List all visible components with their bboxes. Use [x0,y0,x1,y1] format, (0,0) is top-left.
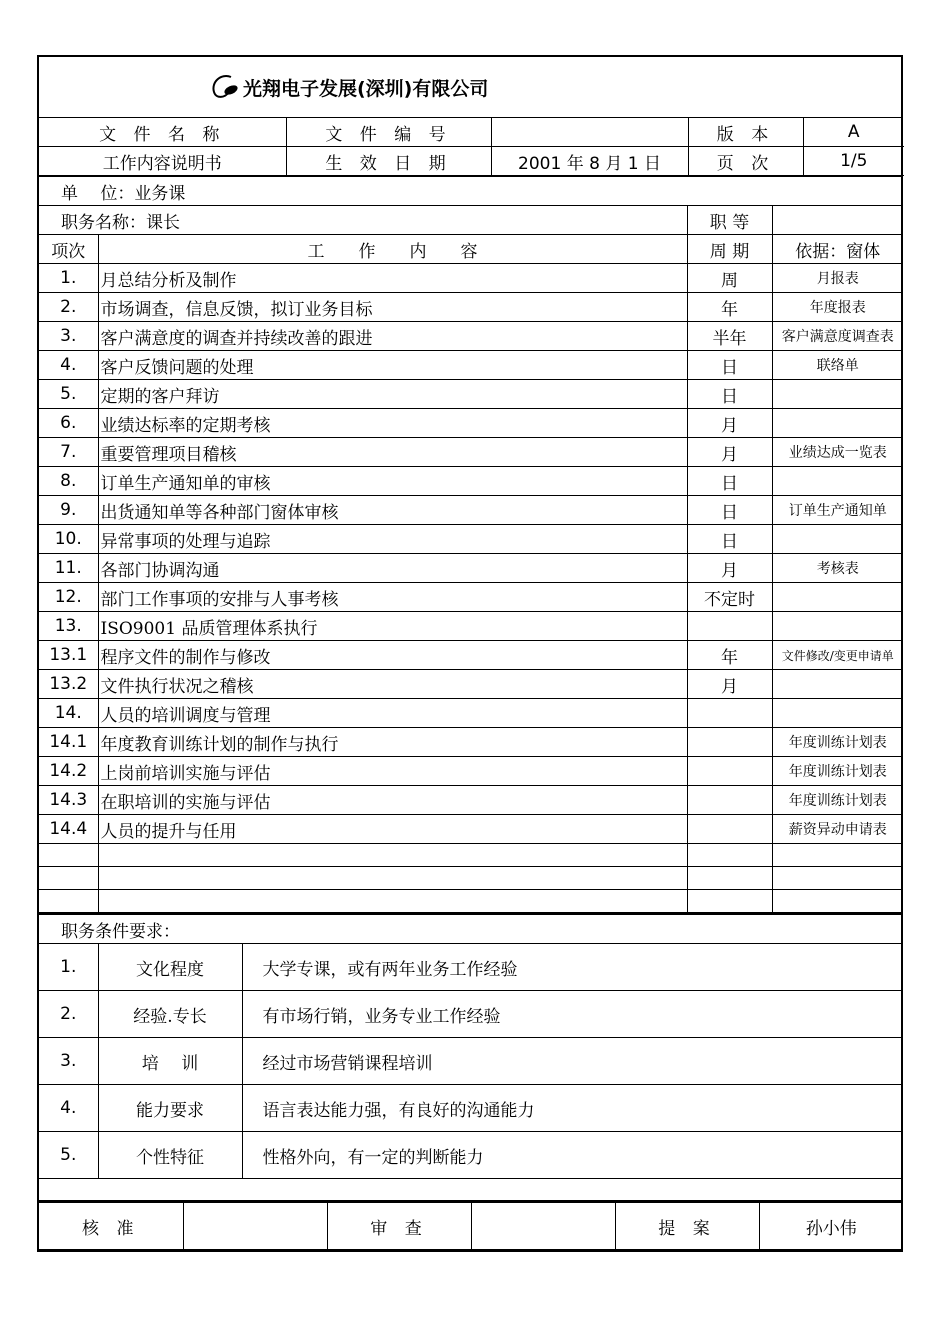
requirement-desc: 语言表达能力强，有良好的沟通能力 [242,1085,903,1132]
duty-basis: 月报表 [772,264,903,293]
duty-cycle: 日 [687,351,772,380]
duty-row [39,467,903,496]
file-no-value [491,118,688,147]
file-no-label: 文 件 编 号 [286,118,491,147]
document-frame [37,55,903,1252]
grade-label: 职 等 [687,206,772,235]
duty-content: 月总结分析及制作 [98,264,687,293]
duty-row [39,409,903,438]
duty-no: 1. [39,264,98,293]
duty-cycle: 日 [687,380,772,409]
doc-title: 工作内容说明书 [39,147,286,176]
duty-basis: 年度训练计划表 [772,786,903,815]
duty-no: 2. [39,293,98,322]
duty-content: 上岗前培训实施与评估 [98,757,687,786]
duty-cycle [687,786,772,815]
review-label: 审 查 [327,1202,471,1250]
duty-row [39,496,903,525]
duty-basis [772,525,903,554]
version-value: A [803,118,904,147]
page-value: 1/5 [803,147,904,176]
duty-content: 部门工作事项的安排与人事考核 [98,583,687,612]
effective-date-value: 2001 年 8 月 1 日 [491,147,688,176]
grade-value [772,206,903,235]
duty-basis [772,583,903,612]
duty-content: 客户反馈问题的处理 [98,351,687,380]
duty-row [39,612,903,641]
duty-no: 14.4 [39,815,98,844]
duty-content: 客户满意度的调查并持续改善的跟进 [98,322,687,351]
blank-row [39,867,903,890]
duty-content: 年度教育训练计划的制作与执行 [98,728,687,757]
requirement-item: 经验.专长 [98,991,242,1038]
duty-no: 14.2 [39,757,98,786]
duty-cycle: 年 [687,293,772,322]
requirement-no: 3. [39,1038,98,1085]
duty-cycle: 月 [687,670,772,699]
requirement-no: 2. [39,991,98,1038]
duty-table [39,176,903,913]
duty-basis: 文件修改/变更申请单 [772,641,903,670]
review-signature [471,1202,615,1250]
duty-row [39,670,903,699]
duty-row [39,322,903,351]
duty-no: 14.1 [39,728,98,757]
requirement-row [39,944,903,991]
duty-no: 11. [39,554,98,583]
duty-no: 10. [39,525,98,554]
duty-cycle [687,699,772,728]
duty-row [39,351,903,380]
duty-basis: 年度训练计划表 [772,728,903,757]
duty-basis: 年度报表 [772,293,903,322]
requirement-item: 能力要求 [98,1085,242,1132]
duty-row [39,438,903,467]
requirement-no: 1. [39,944,98,991]
duty-no: 14. [39,699,98,728]
company-logo-icon [209,74,241,100]
duty-content: 在职培训的实施与评估 [98,786,687,815]
duty-basis: 订单生产通知单 [772,496,903,525]
file-name-label: 文 件 名 称 [39,118,286,147]
duty-no: 14.3 [39,786,98,815]
duty-row [39,293,903,322]
duty-row [39,583,903,612]
duty-cycle [687,815,772,844]
duty-no: 9. [39,496,98,525]
duty-no: 12. [39,583,98,612]
col-header-content: 工 作 内 容 [98,235,687,264]
duty-basis: 业绩达成一览表 [772,438,903,467]
duty-content: 订单生产通知单的审核 [98,467,687,496]
requirement-row [39,1085,903,1132]
duty-no: 4. [39,351,98,380]
duty-basis: 考核表 [772,554,903,583]
duty-basis [772,670,903,699]
version-label: 版 本 [688,118,803,147]
duty-content: 市场调查，信息反馈，拟订业务目标 [98,293,687,322]
duty-row [39,380,903,409]
page-label: 页 次 [688,147,803,176]
document-header-table [39,118,904,176]
duty-cycle: 半年 [687,322,772,351]
duty-no: 7. [39,438,98,467]
duty-basis [772,409,903,438]
propose-signature: 孙小伟 [759,1202,903,1250]
duty-basis [772,380,903,409]
duty-cycle: 年 [687,641,772,670]
duty-cycle [687,757,772,786]
duty-content: 各部门协调沟通 [98,554,687,583]
duty-content: 人员的提升与任用 [98,815,687,844]
duty-basis [772,612,903,641]
requirement-desc: 大学专课，或有两年业务工作经验 [242,944,903,991]
requirements-title: 职务条件要求： [39,914,903,944]
duty-cycle: 日 [687,496,772,525]
duty-row [39,264,903,293]
duty-content: 异常事项的处理与追踪 [98,525,687,554]
requirement-no: 4. [39,1085,98,1132]
duty-row [39,786,903,815]
requirement-row [39,991,903,1038]
duty-basis: 联络单 [772,351,903,380]
requirement-desc: 性格外向，有一定的判断能力 [242,1132,903,1179]
duty-content: ISO9001 品质管理体系执行 [98,612,687,641]
duty-row [39,699,903,728]
effective-date-label: 生 效 日 期 [286,147,491,176]
duty-cycle: 日 [687,525,772,554]
duty-cycle [687,728,772,757]
duty-basis [772,467,903,496]
signoff-table [39,1201,903,1250]
duty-cycle: 月 [687,438,772,467]
duty-content: 重要管理项目稽核 [98,438,687,467]
col-header-cycle: 周 期 [687,235,772,264]
company-name: 光翔电子发展(深圳)有限公司 [243,77,489,100]
requirement-row [39,1038,903,1085]
duty-row [39,525,903,554]
duty-cycle: 月 [687,409,772,438]
duty-no: 13.2 [39,670,98,699]
blank-row [39,844,903,867]
duty-cycle: 不定时 [687,583,772,612]
duty-content: 定期的客户拜访 [98,380,687,409]
approve-signature [183,1202,327,1250]
duty-content: 文件执行状况之稽核 [98,670,687,699]
approve-label: 核 准 [39,1202,183,1250]
duty-basis: 薪资异动申请表 [772,815,903,844]
requirement-item: 文化程度 [98,944,242,991]
duty-cycle [687,612,772,641]
duty-no: 13. [39,612,98,641]
requirement-desc: 经过市场营销课程培训 [242,1038,903,1085]
duty-basis: 年度训练计划表 [772,757,903,786]
col-header-no: 项次 [39,235,98,264]
duty-row [39,815,903,844]
requirement-item: 培 训 [98,1038,242,1085]
duty-content: 人员的培训调度与管理 [98,699,687,728]
duty-basis: 客户满意度调查表 [772,322,903,351]
company-header [39,57,901,118]
position-title: 职务名称：课长 [39,206,687,235]
duty-no: 6. [39,409,98,438]
propose-label: 提 案 [615,1202,759,1250]
duty-no: 3. [39,322,98,351]
blank-row [39,890,903,913]
duty-cycle: 日 [687,467,772,496]
duty-cycle: 周 [687,264,772,293]
requirement-desc: 有市场行销，业务专业工作经验 [242,991,903,1038]
duty-cycle: 月 [687,554,772,583]
duty-row [39,641,903,670]
duty-content: 程序文件的制作与修改 [98,641,687,670]
duty-row [39,757,903,786]
col-header-basis: 依据：窗体 [772,235,903,264]
duty-row [39,554,903,583]
requirement-item: 个性特征 [98,1132,242,1179]
requirement-no: 5. [39,1132,98,1179]
requirements-table [39,913,903,1201]
spacer-row [39,1179,903,1201]
duty-row [39,728,903,757]
duty-basis [772,699,903,728]
requirement-row [39,1132,903,1179]
duty-content: 业绩达标率的定期考核 [98,409,687,438]
duty-no: 13.1 [39,641,98,670]
duty-no: 8. [39,467,98,496]
duty-content: 出货通知单等各种部门窗体审核 [98,496,687,525]
unit-row: 单 位：业务课 [39,177,903,206]
duty-no: 5. [39,380,98,409]
